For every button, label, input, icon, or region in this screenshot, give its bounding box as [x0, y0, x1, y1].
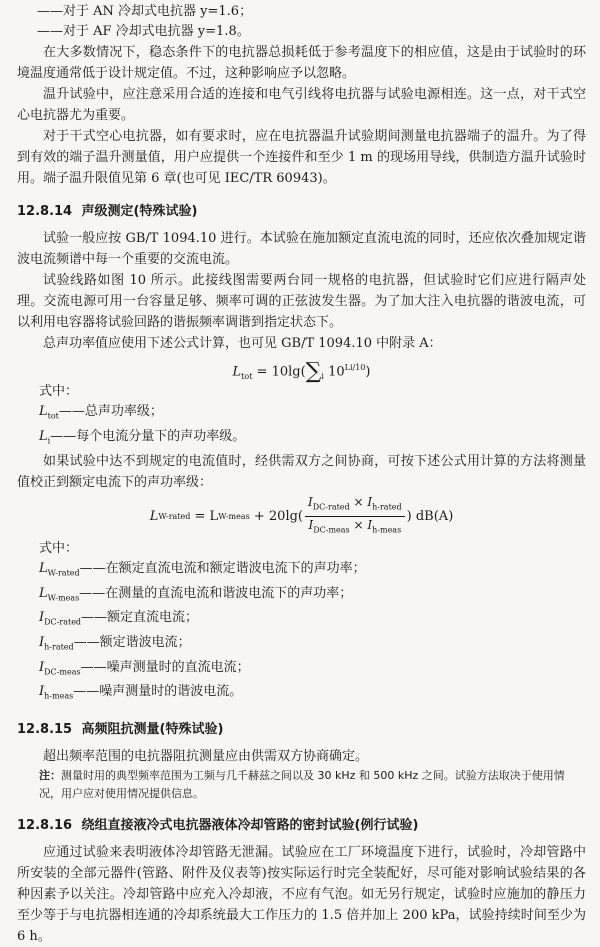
def-symbol: L [39, 585, 48, 601]
paragraph: 对于干式空心电抗器，如有要求时，应在电抗器温升试验期间测量电抗器端子的温升。为了得到有效的端子温升测量值，用户应提供一个连接件和至少 1 m 的现场用导线，供制造方温升试验时用。端子温升限值见第 6 章(也可见 IEC/TR 60943)。 [17, 129, 586, 186]
paragraph: 温升试验中，应注意采用合适的连接和电气引线将电抗器与试验电源相连。这一点，对干式空心电抗器尤为重要。 [17, 87, 586, 123]
formula-symbol: I [367, 517, 373, 532]
formula-subscript: W-meas [218, 511, 250, 521]
def-subscript: W-rated [47, 568, 80, 578]
section-title: 声级测定(特殊试验) [81, 204, 198, 219]
formula-symbol: L [232, 364, 242, 380]
def-text: ——噪声测量时的直流电流； [80, 659, 250, 675]
formula-subscript: DC-rated [312, 502, 350, 512]
formula-text: ) dB(A) [406, 508, 454, 524]
paragraph: 试验线路如图 10 所示。此接线图需要两台同一规格的电抗器，但试验时它们应进行隔声处理。交流电源可用一台容量足够、频率可调的正弦波发生器。为了加大注入电抗器的谐波电流，可以利用电容器将试验回路的谐振频率调谐到指定状态下。 [17, 273, 586, 330]
definition-item [17, 427, 586, 452]
where-label: 式中： [39, 541, 79, 557]
def-subscript: DC-rated [44, 617, 82, 627]
formula-text: × [353, 517, 364, 532]
def-text: ——在额定直流电流和额定谐波电流下的声功率； [79, 561, 366, 577]
section-number: 12.8.14 [17, 204, 73, 219]
definition-item [17, 633, 586, 658]
formula-subscript: DC-meas [313, 525, 350, 535]
formula-text: = L [194, 508, 219, 524]
where-label: 式中： [39, 384, 79, 399]
formula-subscript: W-rated [158, 511, 191, 521]
def-subscript: h-meas [44, 691, 74, 701]
note-label: 注： [39, 768, 61, 782]
section-heading-12-8-15 [17, 719, 586, 740]
formula-corrected-sound-power [17, 495, 586, 537]
definition-item [17, 402, 586, 427]
section-title: 绕组直接液冷式电抗器液体冷却管路的密封试验(例行试验) [81, 817, 419, 833]
note [17, 767, 586, 803]
section-title: 高频阻抗测量(特殊试验) [81, 721, 224, 737]
def-subscript: h-rated [44, 642, 74, 652]
fraction-denominator [305, 517, 404, 537]
formula-subscript: h-meas [372, 525, 402, 535]
formula-symbol: I [367, 495, 373, 510]
paragraph: 超出频率范围的电抗器阻抗测量应由供需双方协商确定。 [43, 748, 369, 764]
def-subscript: tot [47, 411, 59, 421]
formula-subscript: tot [241, 371, 253, 381]
def-subscript: DC-meas [44, 667, 81, 677]
list-item: ——对于 AF 冷却式电抗器 y=1.8。 [37, 24, 250, 39]
paragraph: 应通过试验来表明液体冷却管路无泄漏。试验应在工厂环境温度下进行，试验时，冷却管路中所安装的全部元器件(管路、附件及仪表等)按实际运行时完全装配好，尽可能对影响试验结果的各种因素予以关注。冷却管路中应充入冷却液，不应有气泡。如无另行规定，试验时应施加的静压力至少等于与电抗器相连通的冷却系统最大工作压力的 1.5 倍并加上 200 kPa，试验持续时间至少为 6 h。 [17, 844, 586, 944]
formula-superscript: Li/10 [344, 363, 366, 372]
def-text: ——噪声测量时的谐波电流。 [73, 684, 243, 700]
def-text: ——每个电流分量下的声功率级。 [50, 428, 246, 444]
def-symbol: I [39, 659, 45, 675]
def-symbol: I [39, 684, 45, 700]
def-symbol: L [39, 428, 48, 444]
formula-fraction [305, 495, 405, 537]
formula-text: ) [365, 364, 371, 380]
definition-item [17, 584, 586, 609]
section-heading-12-8-14 [17, 201, 586, 222]
note-text: 测量时用的典型频率范围为工频与几千赫兹之间以及 30 kHz 和 500 kHz 之间。试验方法取决于使用情况，用户应对使用情况提供信息。 [39, 768, 565, 800]
def-symbol: L [39, 404, 48, 419]
fraction-numerator [305, 495, 405, 516]
def-symbol: L [39, 561, 48, 577]
definition-item [17, 682, 586, 707]
list-item: ——对于 AN 冷却式电抗器 y=1.6； [37, 4, 253, 19]
def-subscript: i [47, 436, 51, 446]
definition-item [17, 658, 586, 683]
definition-item [17, 608, 586, 633]
paragraph: 如果试验中达不到规定的电流值时，经供需双方之间协商，可按下述公式用计算的方法将测量值校正到额定电流下的声功率级： [17, 454, 586, 491]
def-symbol: I [39, 610, 45, 626]
formula-symbol: L [149, 508, 159, 524]
formula-text: = 10lg( [256, 364, 306, 380]
section-heading-12-8-16 [17, 815, 586, 836]
def-text: ——额定谐波电流； [73, 634, 191, 650]
formula-symbol: I [308, 517, 314, 532]
paragraph: 试验一般应按 GB/T 1094.10 进行。本试验在施加额定直流电流的同时，还应依次叠加规定谐波电流频谱中每一个重要的交流电流。 [17, 231, 586, 267]
section-number: 12.8.15 [17, 721, 73, 737]
formula-text: + 20lg( [253, 508, 303, 524]
def-subscript: W-meas [47, 593, 80, 603]
intro-list [17, 0, 586, 42]
paragraph: 总声功率值应使用下述公式计算，也可见 GB/T 1094.10 中附录 A： [43, 336, 442, 351]
paragraph: 在大多数情况下，稳态条件下的电抗器总损耗低于参考温度下的相应值，这是由于试验时的环境温度通常低于设计规定值。不过，这种影响应予以忽略。 [17, 45, 586, 81]
def-text: ——额定直流电流； [81, 610, 199, 626]
def-symbol: I [39, 634, 45, 650]
def-text: ——总声功率级； [58, 404, 163, 419]
section-number: 12.8.16 [17, 817, 73, 833]
formula-subscript: h-rated [372, 502, 402, 512]
formula-text: 10 [328, 364, 345, 380]
definition-item [17, 559, 586, 584]
formula-total-sound-power [17, 356, 586, 384]
def-text: ——在测量的直流电流和谐波电流下的声功率； [79, 585, 353, 601]
sum-symbol: ∑ [305, 358, 322, 384]
formula-subscript: i [321, 371, 324, 381]
formula-text: × [353, 495, 364, 510]
formula-symbol: I [308, 495, 313, 510]
